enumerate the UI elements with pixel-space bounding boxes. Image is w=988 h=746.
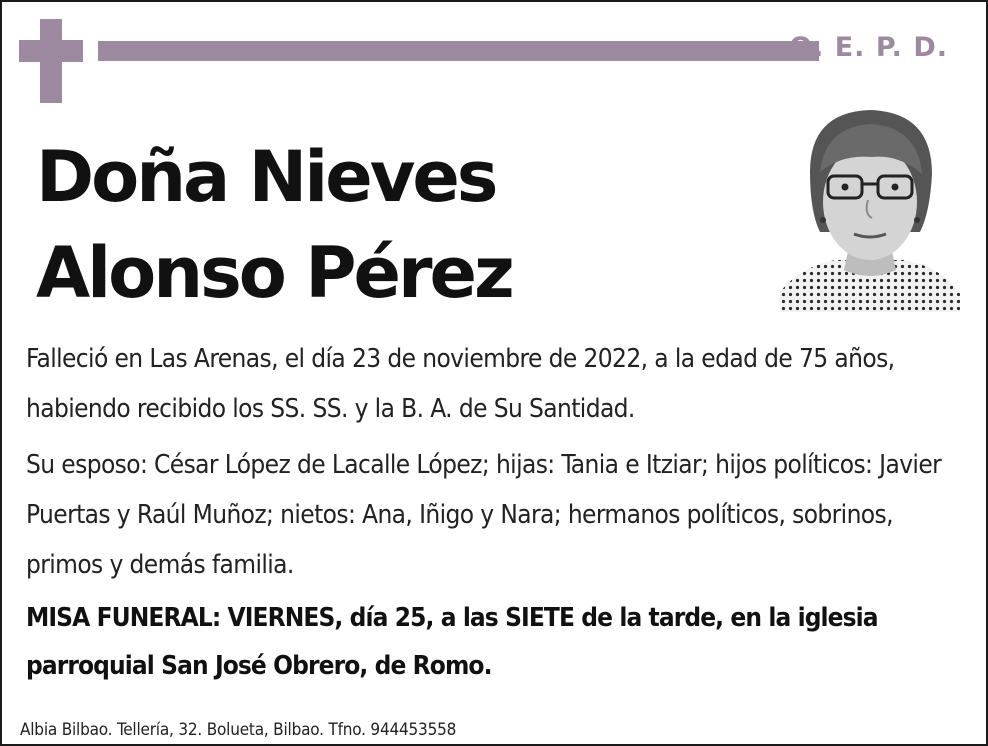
cross-horizontal-bar (19, 40, 83, 62)
deceased-name-line1: Doña Nieves (36, 136, 496, 218)
notice-body (26, 334, 966, 690)
family-list: Su esposo: César López de Lacalle López; hijas: Tania e Itziar; hijos políticos: Javier Puertas y Raúl Muñoz; nietos: Ana, Iñigo y Nara; hermanos políticos, sobrinos, primos y demás familia. (26, 450, 942, 580)
portrait-photo (780, 102, 960, 312)
deceased-name-line2: Alonso Pérez (36, 232, 512, 314)
funeral-mass-details: MISA FUNERAL: VIERNES, día 25, a las SIETE de la tarde, en la iglesia parroquial San José Obrero, de Romo. (26, 603, 878, 681)
header-rule (98, 41, 819, 61)
qepd-label: Q. E. P. D. (789, 32, 948, 63)
death-announcement: Falleció en Las Arenas, el día 23 de noviembre de 2022, a la edad de 75 años, habiendo recibido los SS. SS. y la B. A. de Su Santidad. (26, 344, 895, 424)
funeral-home-footer: Albia Bilbao. Tellería, 32. Bolueta, Bilbao. Tfno. 944453558 (20, 720, 457, 740)
